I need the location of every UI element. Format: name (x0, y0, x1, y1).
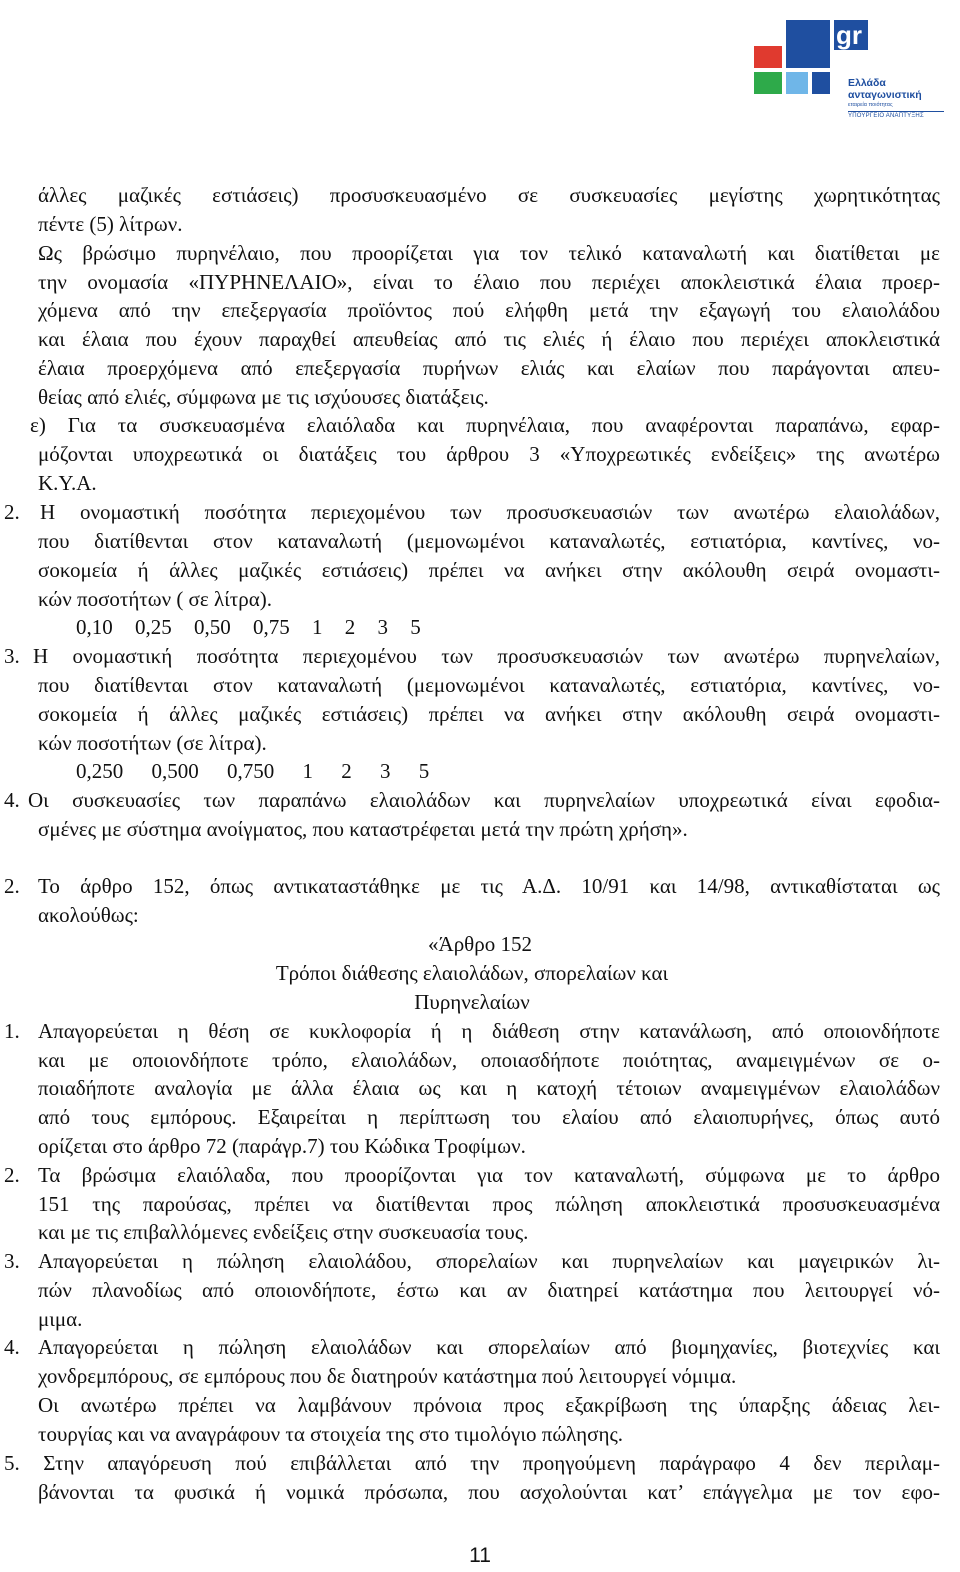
text-line: ε) Για τα συσκευασμένα ελαιόλαδα και πυρηνέλαια, που αναφέρονται παραπάνω, εφαρ- (30, 413, 940, 437)
text-line: Το άρθρο 152, όπως αντικαταστάθηκε με τις Α.Δ. 10/91 και 14/98, αντικαθίσταται ως (38, 874, 940, 898)
text-line: Κ.Υ.Α. (38, 471, 97, 495)
text-line: άλλες μαζικές εστιάσεις) προσυσκευασμένο σε συσκευασίες μεγίστης χωρητικότητας (38, 183, 940, 207)
item-number: 2. (4, 1163, 20, 1187)
text-line: και με τις επιβαλλόμενες ενδείξεις στην συσκευασία τους. (38, 1220, 529, 1244)
text-line: μιμα. (38, 1307, 83, 1331)
text-line: Η ονομαστική ποσότητα περιεχομένου των προσυσκευασιών των ανωτέρω ελαιολάδων, (40, 500, 940, 524)
quantity-series: 0,10 0,25 0,50 0,75 1 2 3 5 (76, 615, 421, 639)
text-line: και με οποιονδήποτε τρόπο, ελαιολάδων, οποιασδήποτε ποιότητας, αναμειγμένων σε ο- (38, 1048, 940, 1072)
item-number: 2. (4, 874, 20, 898)
logo-gr-text: gr (836, 20, 862, 50)
text-line: θείας από ελιές, σύμφωνα με τις ισχύουσες διατάξεις. (38, 385, 489, 409)
text-line: ορίζεται στο άρθρο 72 (παράγρ.7) του Κώδικα Τροφίμων. (38, 1134, 526, 1158)
text-line: Η ονομαστική ποσότητα περιεχομένου των προσυσκευασιών των ανωτέρω πυρηνελαίων, (33, 644, 940, 668)
text-line: τουργίας και να αναγράφουν τα στοιχεία της στο τιμολόγιο πώλησης. (38, 1422, 624, 1446)
article-title: Τρόποι διάθεσης ελαιολάδων, σπορελαίων και (275, 961, 669, 985)
item-number: 3. (4, 1249, 20, 1273)
text-line: κών ποσοτήτων ( σε λίτρα). (38, 587, 272, 611)
text-line: Οι ανωτέρω πρέπει να λαμβάνουν πρόνοια προς εξακρίβωση της ύπαρξης άδειας λει- (38, 1393, 940, 1417)
logo-line-4: ΥΠΟΥΡΓΕΙΟ ΑΝΑΠΤΥΞΗΣ (848, 113, 924, 119)
logo-divider (848, 111, 944, 112)
text-line: την ονομασία «ΠΥΡΗΝΕΛΑΙΟ», είναι το έλαιο που περιέχει αποκλειστικά έλαια προερ- (38, 270, 940, 294)
page-number: 11 (469, 1544, 491, 1567)
text-line: Απαγορεύεται η θέση σε κυκλοφορία ή η διάθεση στην κατανάλωση, από οποιονδήποτε (38, 1019, 940, 1043)
text-line: που διατίθενται στον καταναλωτή (μεμονωμένοι καταναλωτές, εστιατόρια, καντίνες, νο- (38, 529, 940, 553)
ellada-antagonistiki-logo (752, 16, 948, 128)
text-line: πέντε (5) λίτρων. (38, 212, 183, 236)
text-line: Απαγορεύεται η πώληση ελαιολάδου, σπορελαίων και πυρηνελαίων και μαγειρικών λι- (38, 1249, 940, 1273)
text-line: βάνονται τα φυσικά ή νομικά πρόσωπα, που ασχολούνται κατ’ επάγγελμα με τον εφο- (38, 1480, 940, 1504)
text-line: 151 της παρούσας, πρέπει να διατίθενται προς πώληση αποκλειστικά προσυσκευασμένα (38, 1192, 940, 1216)
article-heading: «Άρθρο 152 (428, 932, 532, 956)
text-line: Απαγορεύεται η πώληση ελαιολάδων και σπορελαίων από βιομηχανίες, βιοτεχνίες και (38, 1335, 940, 1359)
text-line: σοκομεία ή άλλες μαζικές εστιάσεις) πρέπει να ανήκει στην ακόλουθη σειρά ονομαστι- (38, 558, 940, 582)
text-line: σμένες με σύστημα ανοίγματος, που καταστρέφεται μετά την πρώτη χρήση». (38, 817, 688, 841)
text-line: κών ποσοτήτων (σε λίτρα). (38, 731, 267, 755)
text-line: έλαια προερχόμενα από επεξεργασία πυρήνων ελιάς και ελαίων που παράγονται απευ- (38, 356, 940, 380)
quantity-series: 0,250 0,500 0,750 1 2 3 5 (76, 759, 430, 783)
item-number: 1. (4, 1019, 20, 1043)
text-line: χονδρεμπόρους, σε εμπόρους που δε διατηρούν κατάστημα πού λειτουργεί νόμιμα. (38, 1364, 737, 1388)
text-line: μόζονται υποχρεωτικά οι διατάξεις του άρθρου 3 «Υποχρεωτικές ενδείξεις» της ανωτέρω (38, 442, 940, 466)
text-line: ακολούθως: (38, 903, 139, 927)
item-number: 3. (4, 644, 20, 668)
text-line: πών πλανοδίως από οποιονδήποτε, έστω και αν διατηρεί κατάστημα που λειτουργεί νό- (38, 1278, 940, 1302)
text-line: Ως βρώσιμο πυρηνέλαιο, που προορίζεται για τον τελικό καταναλωτή και διατίθεται με (38, 241, 940, 265)
text-line: που διατίθενται στον καταναλωτή (μεμονωμένοι καταναλωτές, εστιατόρια, καντίνες, νο- (38, 673, 940, 697)
item-number: 4. (4, 788, 20, 812)
item-number: 4. (4, 1335, 20, 1359)
text-line: και έλαια που έχουν παραχθεί απευθείας από τις ελιές ή έλαιο που περιέχει αποκλειστικά (38, 327, 940, 351)
logo-line-1: Ελλάδα (848, 77, 886, 89)
item-number: 2. (4, 500, 20, 524)
text-line: από τους εμπόρους. Εξαιρείται η περίπτωση του ελαίου από ελαιοπυρήνες, όπως αυτό (38, 1105, 940, 1129)
text-line: Τα βρώσιμα ελαιόλαδα, που προορίζονται για τον καταναλωτή, σύμφωνα με το άρθρο (38, 1163, 940, 1187)
logo-line-2: ανταγωνιστική (848, 89, 922, 101)
text-line: σοκομεία ή άλλες μαζικές εστιάσεις) πρέπει να ανήκει στην ακόλουθη σειρά ονομαστι- (38, 702, 940, 726)
text-line: 5. Στην απαγόρευση πού επιβάλλεται από την προηγούμενη παράγραφο 4 δεν περιλαμ- (4, 1451, 940, 1475)
article-title: Πυρηνελαίων (414, 990, 530, 1014)
logo-line-3: εταιρεία ποιότητας (848, 102, 893, 108)
text-line: ποιαδήποτε αναλογία με άλλα έλαια ως και η κατοχή τέτοιων αναμειγμένων ελαιολάδων (38, 1076, 940, 1100)
text-line: Οι συσκευασίες των παραπάνω ελαιολάδων και πυρηνελαίων υποχρεωτικά είναι εφοδια- (28, 788, 940, 812)
text-line: χόμενα από την επεξεργασία προϊόντος πού ελήφθη μετά την εξαγωγή του ελαιολάδου (38, 298, 940, 322)
